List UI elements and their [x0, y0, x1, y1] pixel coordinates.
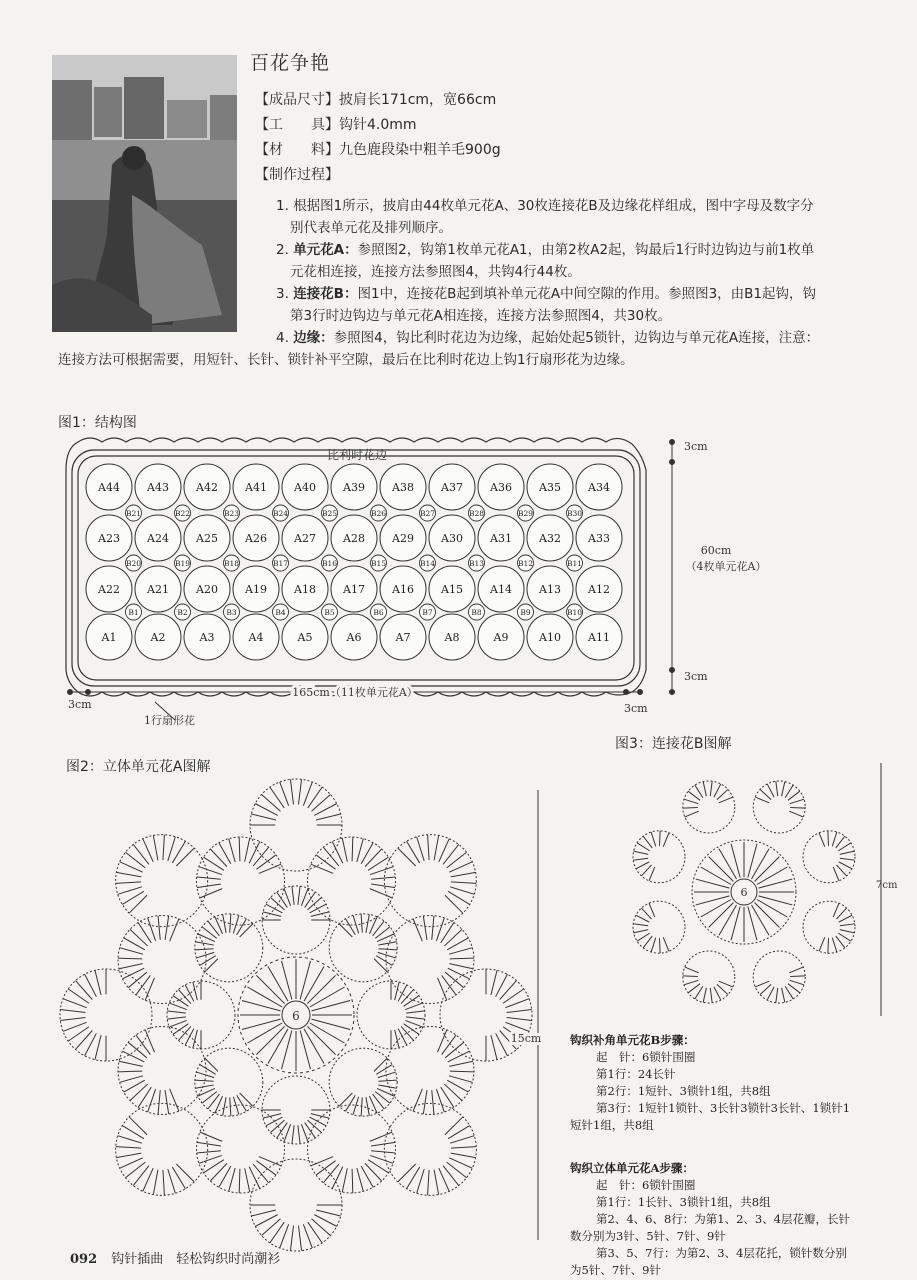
motif-a-label: A35 [539, 481, 561, 494]
motif-a-label: A24 [147, 532, 169, 545]
page-footer [70, 1248, 280, 1267]
step-3-line-1: 3. 连接花B：图1中，连接花B起到填补单元花A中间空隙的作用。参照图3，由B1起钩，钩 [276, 286, 817, 302]
motif-b-label: B9 [520, 608, 531, 617]
motif-b-step: 第3行：1短针1锁针、3长针3锁针3长针、1锁针1 [596, 1101, 851, 1115]
step-1-line-1: 1. 根据图1所示，披肩由44枚单元花A、30枚连接花B及边缘花样组成，图中字母及数字分 [276, 198, 814, 214]
motif-b-label: B13 [468, 559, 485, 568]
motif-a-steps [570, 1160, 890, 1279]
motif-b-label: B28 [468, 509, 485, 518]
step-4-line-2: 连接方法可根据需要，用短针、长针、锁针补平空隙，最后在比利时花边上钩1行扇形花为边缘。 [58, 352, 634, 368]
motif-b-steps-title: 钩织补角单元花B步骤： [570, 1033, 695, 1047]
dim-height: 60cm [700, 544, 732, 557]
motif-a-label: A2 [150, 631, 166, 644]
motif-a-label: A8 [444, 631, 460, 644]
motif-a-label: A9 [493, 631, 509, 644]
page-number: 092 [70, 1252, 98, 1267]
motif-a-label: A30 [441, 532, 463, 545]
motif-b-label: B10 [566, 608, 583, 617]
step-2-line-2: 元花相连接，连接方法参照图4，共钩4行44枚。 [290, 264, 581, 280]
motif-b-label: B23 [223, 509, 240, 518]
motif-a-label: A33 [588, 532, 610, 545]
motif-a-label: A43 [147, 481, 169, 494]
motif-a-label: A11 [588, 631, 610, 644]
motif-a-label: A26 [245, 532, 267, 545]
motif-b-label: B7 [422, 608, 433, 617]
fig1-heading: 图1：结构图 [58, 415, 137, 431]
motif-a-step: 为5针、7针、9针 [570, 1263, 661, 1277]
motif-a-label: A4 [248, 631, 264, 644]
motif-b-label: B4 [275, 608, 286, 617]
structure-diagram [0, 430, 917, 740]
pattern-title: 百花争艳 [250, 52, 331, 74]
motif-b-step: 第2行：1短针、3锁针1组，共8组 [596, 1084, 771, 1098]
instruction-steps [58, 195, 898, 371]
motif-a-step: 第3、5、7行：为第2、3、4层花托，锁针数分别 [596, 1246, 847, 1260]
motif-b-label: B30 [566, 509, 583, 518]
process-heading: 【制作过程】 [255, 167, 339, 183]
step-3-line-2: 第3行时边钩边与单元花A相连接，连接方法参照图4，共30枚。 [290, 308, 672, 324]
motif-b-label: B6 [373, 608, 384, 617]
motif-b-label: B16 [321, 559, 338, 568]
motif-b-center-label: 6 [740, 886, 748, 899]
motif-b-label: B19 [174, 559, 191, 568]
motif-a-label: A41 [245, 481, 267, 494]
spec-material: 【材 料】九色鹿段染中粗羊毛900g [255, 142, 501, 158]
motif-a-label: A13 [539, 583, 561, 596]
dim-height-note: （4枚单元花A） [685, 560, 767, 573]
motif-a-label: A17 [343, 583, 365, 596]
motif-b-label: B27 [419, 509, 436, 518]
motif-a-label: A42 [196, 481, 218, 494]
motif-a-step: 数分别为3针、5针、7针、9针 [570, 1229, 726, 1243]
motif-a-label: A18 [294, 583, 316, 596]
motif-b-label: B5 [324, 608, 335, 617]
motif-a-steps-title: 钩织立体单元花A步骤： [570, 1161, 694, 1175]
motif-b-label: B15 [370, 559, 387, 568]
spec-size: 【成品尺寸】披肩长171cm，宽66cm [255, 92, 497, 108]
step-1-line-2: 别代表单元花及排列顺序。 [290, 220, 452, 236]
motif-a-label: A32 [539, 532, 561, 545]
motif-b-label: B12 [517, 559, 534, 568]
motif-b-chart [605, 758, 898, 1028]
motif-a-label: A34 [588, 481, 610, 494]
motif-a-label: A20 [196, 583, 218, 596]
motif-a-label: A28 [343, 532, 365, 545]
motif-b-label: B17 [272, 559, 289, 568]
dim-bottom: 3cm [684, 670, 708, 683]
motif-a-label: A38 [392, 481, 414, 494]
step-2-line-1: 2. 单元花A：参照图2，钩第1枚单元花A1，由第2枚A2起，钩最后1行时边钩边与前1枚单 [276, 242, 815, 258]
motif-b-label: B8 [471, 608, 482, 617]
motif-a-label: A7 [395, 631, 411, 644]
fig2-heading: 图2：立体单元花A图解 [66, 759, 211, 775]
motif-a-label: A21 [147, 583, 169, 596]
motif-a-label: A3 [199, 631, 215, 644]
motif-a-label: A39 [343, 481, 365, 494]
motif-a-center-label: 6 [292, 1009, 300, 1023]
border-label: 比利时花边 [326, 448, 388, 462]
motif-a-label: A29 [392, 532, 414, 545]
motif-b-label: B1 [128, 608, 139, 617]
motif-b-label: B26 [370, 509, 387, 518]
motif-a-label: A19 [245, 583, 267, 596]
motif-a-step: 第1行：1长针、3锁针1组，共8组 [596, 1195, 771, 1209]
dim-width: 165cm（11枚单元花A） [292, 686, 418, 699]
motif-b-label: B24 [272, 509, 289, 518]
motif-b-label: B25 [321, 509, 338, 518]
motif-b-steps [570, 1032, 890, 1134]
motif-a-label: A23 [98, 532, 120, 545]
motif-b-label: B29 [517, 509, 534, 518]
motif-a-label: A27 [294, 532, 316, 545]
dim-left: 3cm [68, 698, 92, 711]
motif-b-label: B22 [174, 509, 191, 518]
motif-b-label: B18 [223, 559, 240, 568]
motif-b-size: 7cm [876, 880, 898, 891]
motif-b-label: B2 [177, 608, 188, 617]
motif-a-label: A14 [490, 583, 512, 596]
motif-b-step: 第1行：24长针 [596, 1067, 676, 1081]
motif-a-label: A10 [539, 631, 561, 644]
motif-a-label: A36 [490, 481, 512, 494]
motif-a-step: 第2、4、6、8行：为第1、2、3、4层花瓣，长针 [596, 1212, 851, 1226]
spec-tool: 【工 具】钩针4.0mm [255, 117, 417, 133]
motif-a-label: A22 [98, 583, 120, 596]
motif-b-label: B14 [419, 559, 436, 568]
motif-b-step: 短针1组，共8组 [570, 1118, 654, 1132]
motif-a-label: A40 [294, 481, 316, 494]
motif-b-step: 起 针：6锁针围圈 [596, 1050, 696, 1064]
motif-a-label: A37 [441, 481, 463, 494]
motif-b-label: B20 [125, 559, 142, 568]
motif-a-label: A15 [441, 583, 463, 596]
motif-a-label: A25 [196, 532, 218, 545]
dim-top: 3cm [684, 440, 708, 453]
motif-b-label: B11 [566, 559, 583, 568]
dim-right: 3cm [624, 702, 648, 715]
edge-note: 1行扇形花 [144, 714, 195, 727]
motif-a-label: A44 [98, 481, 120, 494]
motif-b-label: B21 [125, 509, 142, 518]
motif-a-chart [60, 780, 560, 1250]
fig3-heading: 图3：连接花B图解 [615, 736, 732, 752]
motif-b-label: B3 [226, 608, 237, 617]
motif-a-step: 起 针：6锁针围圈 [596, 1178, 696, 1192]
motif-a-label: A12 [588, 583, 610, 596]
motif-a-label: A31 [490, 532, 512, 545]
book-title: 钩针插曲 轻松钩织时尚潮衫 [111, 1252, 281, 1267]
step-4-line-1: 4. 边缘：参照图4，钩比利时花边为边缘，起始处起5锁针，边钩边与单元花A连接，注意： [276, 330, 820, 346]
motif-a-size: 15cm [510, 1032, 542, 1045]
motif-a-label: A6 [346, 631, 362, 644]
motif-a-label: A5 [297, 631, 313, 644]
motif-a-label: A16 [392, 583, 414, 596]
motif-a-label: A1 [101, 631, 117, 644]
